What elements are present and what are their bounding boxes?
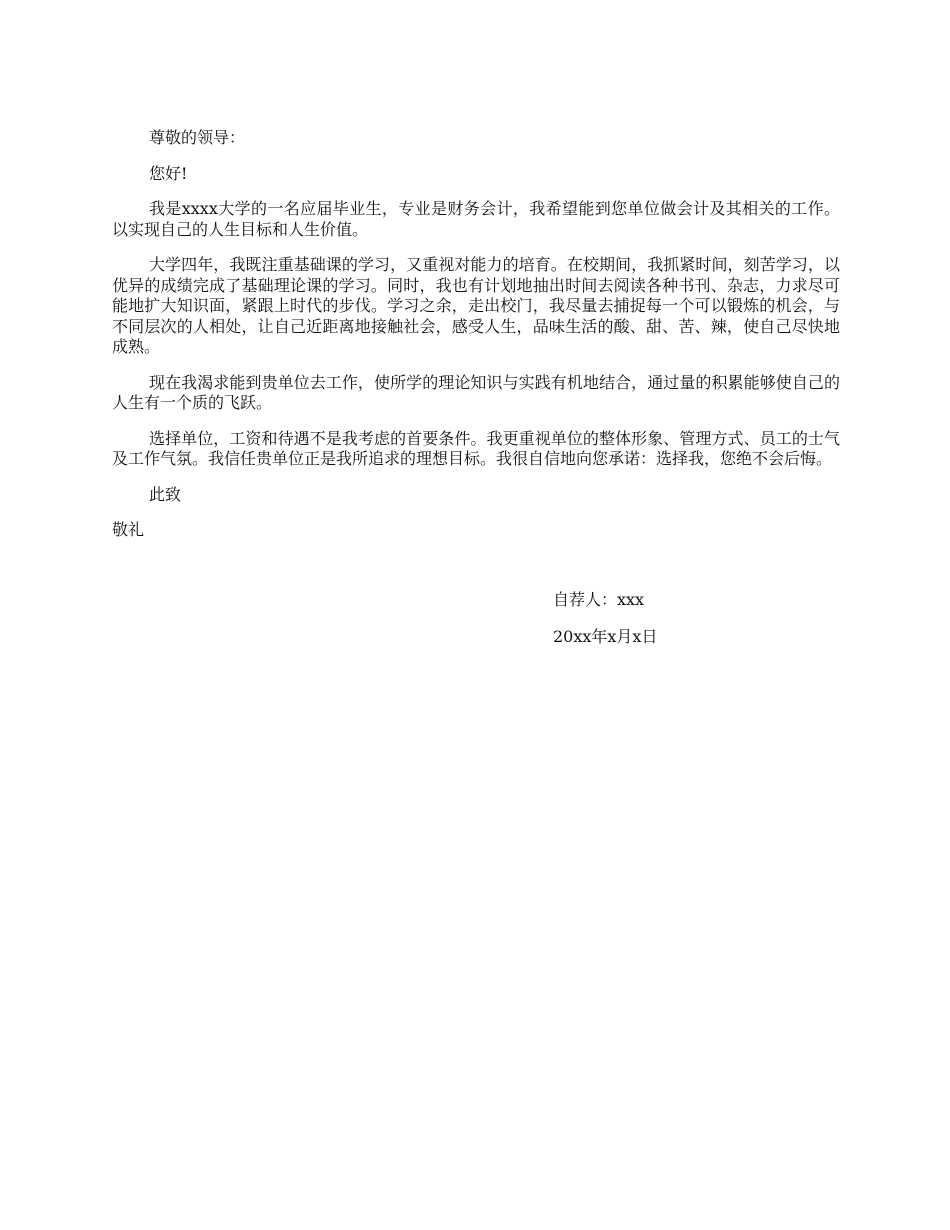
closing-line-1: 此致 xyxy=(149,484,182,504)
signer-name: 自荐人：xxx xyxy=(553,590,645,609)
body-paragraph-2: 大学四年，我既注重基础课的学习，又重视对能力的培育。在校期间，我抓紧时间，刻苦学习，以优异的成绩完成了基础理论课的学习。同时，我也有计划地抽出时间去阅读各种书刊、杂志，力求尽可能地扩大知识面，紧跟上时代的步伐。学习之余，走出校门，我尽量去捕捉每一个可以锻炼的机会，与不同层次的人相处，让自己近距离地接触社会，感受人生，品味生活的酸、甜、苦、辣，使自己尽快地成熟。 xyxy=(112,255,840,356)
greeting: 您好! xyxy=(149,163,188,183)
closing-line-2: 敬礼 xyxy=(112,520,145,539)
body-paragraph-4: 选择单位，工资和待遇不是我考虑的首要条件。我更重视单位的整体形象、管理方式、员工的士气及工作气氛。我信任贵单位正是我所追求的理想目标。我很自信地向您承诺：选择我，您绝不会后悔。 xyxy=(112,428,840,468)
salutation: 尊敬的领导： xyxy=(149,128,246,147)
letter-date: 20xx年x月x日 xyxy=(553,626,658,646)
body-paragraph-3: 现在我渴求能到贵单位去工作，使所学的理论知识与实践有机地结合，通过量的积累能够使自己的人生有一个质的飞跃。 xyxy=(112,372,840,412)
letter-body xyxy=(112,128,840,556)
signature-block xyxy=(553,590,657,663)
body-paragraph-1: 我是xxxx大学的一名应届毕业生，专业是财务会计，我希望能到您单位做会计及其相关的工作。以实现自己的人生目标和人生价值。 xyxy=(112,199,840,239)
